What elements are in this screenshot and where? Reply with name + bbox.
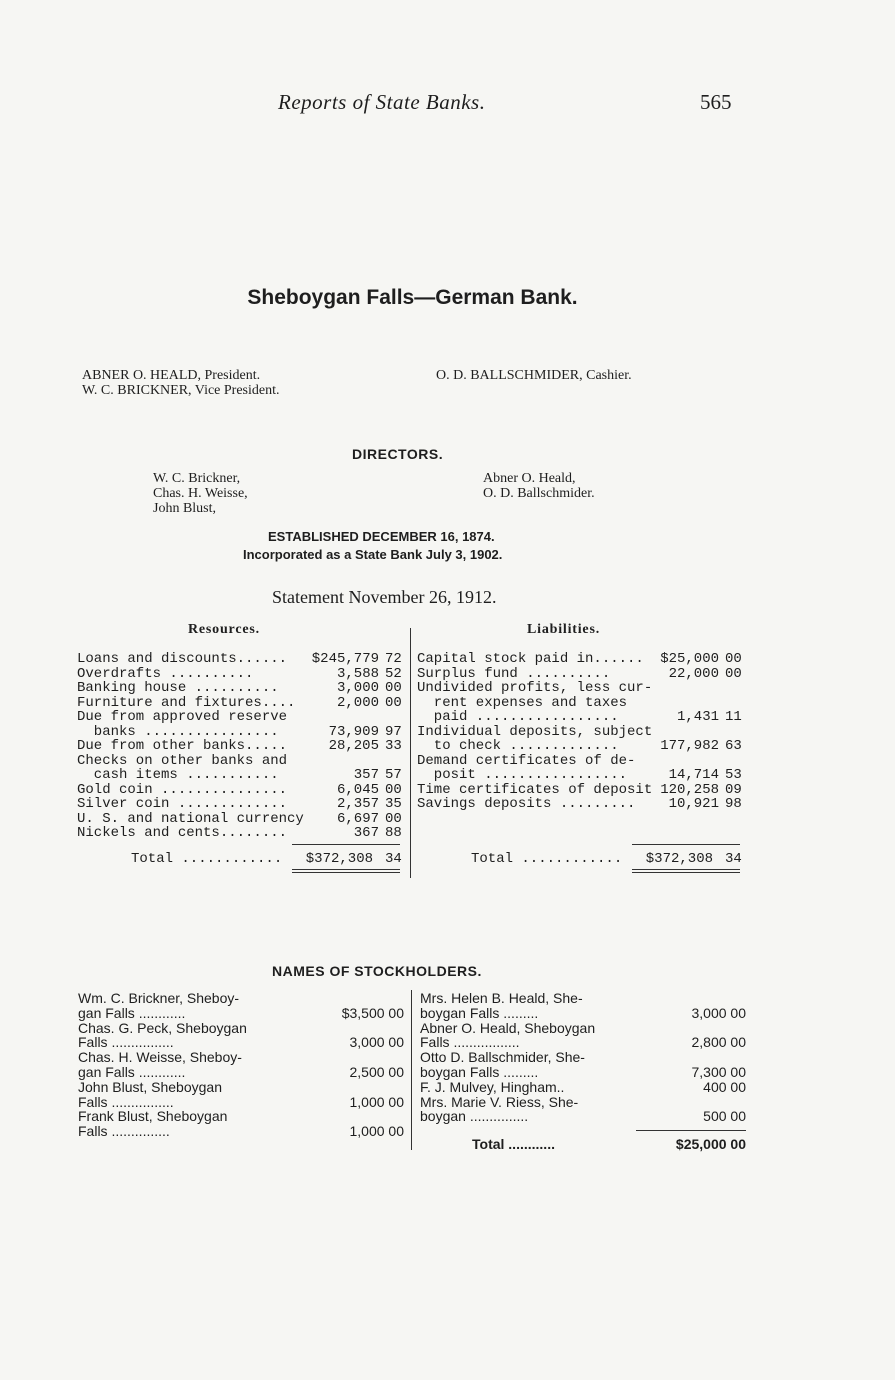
total-double-rule [632, 872, 740, 873]
row-cents: 97 [385, 723, 402, 740]
row-label: cash items ........... [77, 767, 279, 783]
row-cents: 52 [385, 665, 402, 682]
row-cents: 57 [385, 767, 402, 783]
row-label: Silver coin ............. [77, 796, 288, 812]
table-row [417, 797, 747, 812]
table-row [417, 725, 747, 740]
row-label: Overdrafts .......... [77, 665, 254, 682]
row-label: Due from other banks..... [77, 738, 288, 754]
stockholder-name-cont: gan Falls ............ [78, 1064, 186, 1080]
stockholder-name: F. J. Mulvey, Hingham.. [420, 1078, 565, 1095]
table-row [417, 667, 747, 682]
director-name: Abner O. Heald, [483, 471, 576, 486]
resources-heading: Resources. [188, 622, 260, 637]
row-label: Demand certificates of de- [417, 752, 636, 769]
officer-president: ABNER O. HEALD, President. [82, 368, 261, 383]
table-row [77, 710, 407, 725]
stockholders-total-rule [636, 1130, 746, 1131]
stockholder-amount: 2,800 00 [691, 1034, 746, 1051]
stockholder-name-cont: gan Falls ............ [78, 1004, 186, 1021]
resources-total-row [131, 852, 401, 867]
table-row [77, 696, 407, 711]
table-row [77, 667, 407, 682]
stockholder-name: Abner O. Heald, Sheboygan [420, 1019, 596, 1036]
director-name: Chas. H. Weisse, [153, 486, 248, 501]
directors-heading: DIRECTORS. [352, 446, 444, 462]
resources-total-dollars: $372,308 [305, 851, 373, 867]
row-label: to check ............. [417, 738, 619, 754]
row-label: Individual deposits, subject [417, 723, 653, 740]
liabilities-total-cents: 34 [725, 851, 742, 867]
stockholder-amount: 7,300 00 [691, 1064, 746, 1080]
row-label: Due from approved reserve [77, 709, 288, 725]
row-cents: 00 [725, 651, 742, 667]
total-rule [292, 844, 400, 845]
row-cents: 11 [725, 709, 742, 725]
stockholder-name-cont: boygan Falls ......... [420, 1064, 539, 1080]
stockholder-amount: 3,000 00 [691, 1004, 746, 1021]
stockholder-amount: 2,500 00 [349, 1064, 404, 1080]
stockholder-amount: 400 00 [703, 1078, 746, 1095]
stockholder-name: Frank Blust, Sheboygan [78, 1108, 228, 1125]
officer-cashier: O. D. BALLSCHMIDER, Cashier. [436, 368, 632, 383]
table-row [417, 652, 747, 667]
bank-title: Sheboygan Falls—German Bank. [247, 286, 578, 309]
director-name: John Blust, [153, 501, 217, 516]
director-name: W. C. Brickner, [153, 471, 241, 486]
table-row [77, 739, 407, 754]
row-dollars: 14,714 [668, 767, 719, 783]
row-label: Savings deposits ......... [417, 796, 636, 812]
row-dollars: 120,258 [660, 781, 719, 798]
table-row [417, 783, 747, 798]
officer-vice-president: W. C. BRICKNER, Vice President. [82, 383, 280, 398]
table-row [77, 797, 407, 812]
row-label: Surplus fund .......... [417, 665, 611, 682]
table-row [77, 652, 407, 667]
row-label: Gold coin ............... [77, 781, 288, 798]
stockholders-total-amount: $25,000 00 [675, 1136, 746, 1152]
row-label: Furniture and fixtures.... [77, 694, 296, 711]
stockholder-name: Chas. H. Weisse, Sheboy- [78, 1049, 242, 1066]
stockholders-total-label: Total ............ [472, 1136, 555, 1152]
statement-title: Statement November 26, 1912. [272, 587, 497, 607]
row-label: banks ................ [77, 723, 279, 740]
table-row [417, 710, 747, 725]
stockholder-amount: 1,000 00 [349, 1093, 404, 1110]
table-row [77, 826, 407, 841]
row-cents: 98 [725, 796, 742, 812]
row-dollars: 1,431 [676, 709, 719, 725]
row-dollars: 2,357 [336, 796, 379, 812]
stockholders-divider [411, 990, 412, 1150]
table-row [417, 754, 747, 769]
row-label: Loans and discounts...... [77, 651, 288, 667]
table-row [77, 768, 407, 783]
table-row [77, 754, 407, 769]
table-row [417, 768, 747, 783]
row-cents: 72 [385, 651, 402, 667]
row-label: Undivided profits, less cur- [417, 680, 653, 696]
row-label: Checks on other banks and [77, 752, 288, 769]
row-cents: 88 [385, 825, 402, 841]
row-cents: 00 [385, 694, 402, 711]
stockholder-name-cont: Falls ............... [78, 1123, 170, 1140]
row-label: posit ................. [417, 767, 628, 783]
row-label: rent expenses and taxes [417, 694, 628, 711]
row-label: Nickels and cents........ [77, 825, 288, 841]
total-double-rule [292, 872, 400, 873]
row-label: paid ................. [417, 709, 619, 725]
table-row [417, 681, 747, 696]
row-label: Capital stock paid in...... [417, 651, 644, 667]
row-dollars: $25,000 [660, 651, 719, 667]
stockholder-name: Wm. C. Brickner, Sheboy- [78, 990, 240, 1006]
row-dollars: 367 [353, 825, 379, 841]
stockholder-amount: 1,000 00 [349, 1123, 404, 1140]
stockholder-name: Chas. G. Peck, Sheboygan [78, 1019, 247, 1036]
page-number: 565 [700, 90, 732, 114]
table-row [77, 783, 407, 798]
table-row [77, 725, 407, 740]
stockholder-name: Otto D. Ballschmider, She- [420, 1049, 585, 1066]
stockholder-name-cont: Falls ................ [78, 1034, 174, 1051]
stockholder-name: John Blust, Sheboygan [78, 1078, 222, 1095]
stockholder-name-cont: Falls ................. [420, 1034, 520, 1051]
row-dollars: 10,921 [668, 796, 719, 812]
table-row [417, 696, 747, 711]
stockholder-name-cont: boygan ............... [420, 1108, 529, 1125]
liabilities-total-label: Total ............ [471, 851, 623, 867]
row-cents: 00 [385, 680, 402, 696]
row-dollars: 177,982 [660, 738, 719, 754]
stockholder-name: Mrs. Helen B. Heald, She- [420, 990, 583, 1006]
table-row [77, 812, 407, 827]
row-label: U. S. and national currency [77, 810, 304, 827]
row-dollars: 357 [353, 767, 379, 783]
established-date: ESTABLISHED DECEMBER 16, 1874. [268, 529, 495, 544]
stockholder-name-cont: boygan Falls ......... [420, 1004, 539, 1021]
resources-total-cents: 34 [385, 851, 402, 867]
row-dollars: 73,909 [328, 723, 379, 740]
row-cents: 09 [725, 781, 742, 798]
table-row [77, 681, 407, 696]
director-name: O. D. Ballschmider. [483, 486, 595, 501]
row-cents: 00 [385, 810, 402, 827]
row-cents: 00 [725, 665, 742, 682]
incorporated-date: Incorporated as a State Bank July 3, 1902. [243, 547, 503, 562]
row-dollars: $245,779 [311, 651, 379, 667]
row-dollars: 3,000 [336, 680, 379, 696]
liabilities-total-row [471, 852, 741, 867]
row-cents: 63 [725, 738, 742, 754]
liabilities-total-dollars: $372,308 [645, 851, 713, 867]
row-cents: 00 [385, 781, 402, 798]
row-label: Banking house .......... [77, 680, 279, 696]
total-double-rule [632, 869, 740, 870]
row-dollars: 28,205 [328, 738, 379, 754]
row-dollars: 6,045 [336, 781, 379, 798]
total-rule [632, 844, 740, 845]
row-label: Time certificates of deposit [417, 781, 653, 798]
stockholder-amount: $3,500 00 [341, 1004, 404, 1021]
row-dollars: 6,697 [336, 810, 379, 827]
stockholders-heading: NAMES OF STOCKHOLDERS. [272, 963, 482, 979]
running-title: Reports of State Banks. [278, 90, 486, 114]
row-cents: 53 [725, 767, 742, 783]
row-dollars: 22,000 [668, 665, 719, 682]
stockholder-amount: 500 00 [703, 1108, 746, 1125]
resources-total-label: Total ............ [131, 851, 283, 867]
total-double-rule [292, 869, 400, 870]
table-row [417, 739, 747, 754]
column-divider [410, 628, 411, 878]
stockholder-name: Mrs. Marie V. Riess, She- [420, 1093, 579, 1110]
row-cents: 35 [385, 796, 402, 812]
stockholder-name-cont: Falls ................ [78, 1093, 174, 1110]
stockholder-amount: 3,000 00 [349, 1034, 404, 1051]
row-dollars: 2,000 [336, 694, 379, 711]
row-cents: 33 [385, 738, 402, 754]
row-dollars: 3,588 [336, 665, 379, 682]
liabilities-heading: Liabilities. [527, 622, 600, 637]
